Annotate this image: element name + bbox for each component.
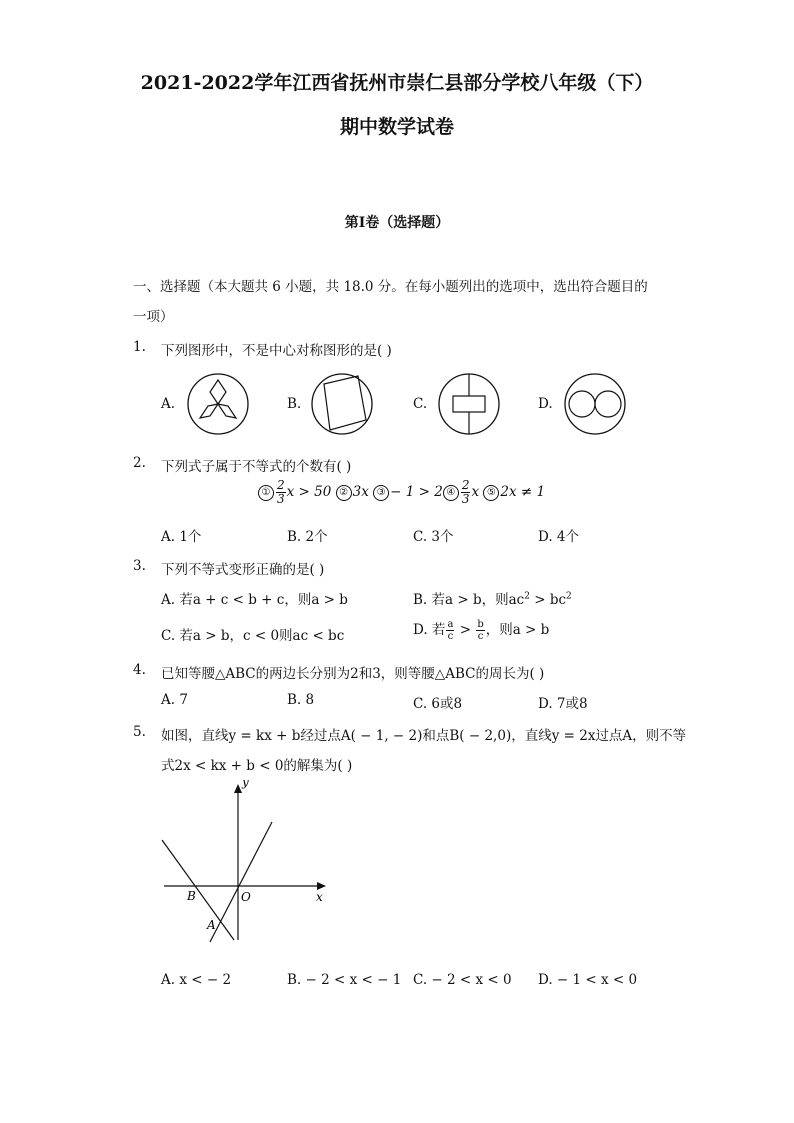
q3-option-b-part1: B. 若a > b，则ac	[413, 592, 525, 608]
q2-circled-2: ②	[336, 485, 352, 501]
q2-fraction-1-num: 2	[277, 478, 285, 492]
graph-origin-label: O	[241, 890, 251, 904]
q2-option-d: D. 4个	[538, 529, 580, 545]
q2-expr-2: 3x	[352, 484, 369, 500]
q2-circled-4: ④	[443, 485, 459, 501]
question-2-text: 下列式子属于不等式的个数有( )	[161, 459, 352, 475]
q1-figure-a	[186, 372, 250, 436]
q2-fraction-4	[461, 479, 471, 506]
question-5-line2: 式2x < kx + b < 0的解集为( )	[161, 758, 353, 774]
q2-expr-1: x > 50	[286, 484, 332, 500]
exam-title-line2: 期中数学试卷	[339, 116, 454, 138]
q2-circled-3: ③	[373, 485, 389, 501]
q2-circled-5: ⑤	[483, 485, 499, 501]
q4-option-d: D. 7或8	[538, 696, 588, 712]
q3-frac-a-num: a	[447, 619, 454, 630]
q3-option-d-frac-a	[446, 619, 454, 642]
q5-coordinate-graph	[150, 780, 340, 950]
q2-fraction-4-den: 3	[461, 492, 470, 506]
q2-option-c: C. 3个	[413, 529, 454, 545]
q2-expr-5: 2x ≠ 1	[500, 484, 546, 500]
q3-option-d-gt: >	[455, 622, 476, 638]
q2-option-b: B. 2个	[287, 529, 328, 545]
q1-figure-b	[310, 372, 374, 436]
q5-option-a: A. x < − 2	[161, 972, 232, 988]
question-1-text: 下列图形中，不是中心对称图形的是( )	[161, 343, 392, 359]
question-4-text: 已知等腰△ABC的两边长分别为2和3，则等腰△ABC的周长为( )	[161, 666, 545, 682]
q4-option-b: B. 8	[287, 692, 315, 708]
q1-figure-c	[437, 372, 501, 436]
q2-expr-4: x	[471, 484, 480, 500]
q3-option-d-part1: D. 若	[413, 622, 446, 638]
q3-option-d-part2: ，则a > b	[485, 622, 550, 638]
q4-option-a: A. 7	[161, 692, 188, 708]
section-instructions-line1: 一、选择题（本大题共 6 小题，共 18.0 分。在每小题列出的选项中，选出符合题目的	[133, 279, 648, 295]
section-instructions-line2: 一项）	[133, 309, 174, 325]
q3-option-b-sup2: 2	[566, 591, 572, 602]
q2-expr-3: − 1 > 2	[390, 484, 443, 500]
graph-point-a-label: A	[207, 918, 216, 932]
y-axis-arrow	[234, 784, 242, 793]
q3-option-a: A. 若a + c < b + c，则a > b	[161, 592, 348, 608]
q5-option-d: D. − 1 < x < 0	[538, 972, 638, 988]
q1-option-c-label: C.	[413, 396, 428, 412]
q2-expression-list	[258, 479, 545, 506]
q5-option-b: B. − 2 < x < − 1	[287, 972, 402, 988]
q3-option-d-frac-b	[476, 619, 484, 642]
q4-option-c: C. 6或8	[413, 696, 463, 712]
q5-option-c: C. − 2 < x < 0	[413, 972, 512, 988]
question-2-number: 2.	[133, 455, 146, 471]
q3-option-d	[413, 618, 549, 642]
q3-option-b-part2: > bc	[529, 592, 567, 608]
line-y-2x	[210, 822, 272, 942]
q3-option-b-sup1: 2	[524, 591, 530, 602]
q2-option-a: A. 1个	[161, 529, 202, 545]
q3-option-c: C. 若a > b，c < 0则ac < bc	[161, 628, 345, 644]
question-4-number: 4.	[133, 662, 146, 678]
x-axis-arrow	[317, 882, 326, 890]
question-3-text: 下列不等式变形正确的是( )	[161, 562, 325, 578]
graph-point-b-label: B	[187, 889, 196, 903]
graph-x-label: x	[316, 890, 323, 904]
line-y-kx-b	[162, 840, 234, 940]
question-3-number: 3.	[133, 558, 146, 574]
q1-option-a-label: A.	[161, 396, 176, 412]
q2-fraction-1-den: 3	[277, 492, 285, 506]
q2-circled-1: ①	[258, 485, 274, 501]
q3-frac-a-den: c	[447, 631, 454, 642]
question-1-number: 1.	[133, 339, 146, 355]
question-5-number: 5.	[133, 724, 146, 740]
q1-option-d-label: D.	[538, 396, 553, 412]
exam-title-line1: 2021-2022学年江西省抚州市崇仁县部分学校八年级（下）	[140, 72, 654, 94]
q3-frac-b-den: c	[477, 631, 484, 642]
q1-figure-d	[563, 372, 627, 436]
graph-y-label: y	[242, 780, 249, 789]
q3-option-b	[413, 588, 572, 608]
volume-heading: 第I卷（选择题）	[344, 215, 450, 231]
q1-option-b-label: B.	[287, 396, 302, 412]
q3-frac-b-num: b	[477, 619, 484, 630]
question-5-line1: 如图，直线y = kx + b经过点A( − 1, − 2)和点B( − 2,0)，直线y = 2x过点A，则不等	[161, 728, 687, 744]
q2-fraction-1	[276, 479, 286, 506]
q2-fraction-4-num: 2	[461, 478, 470, 492]
